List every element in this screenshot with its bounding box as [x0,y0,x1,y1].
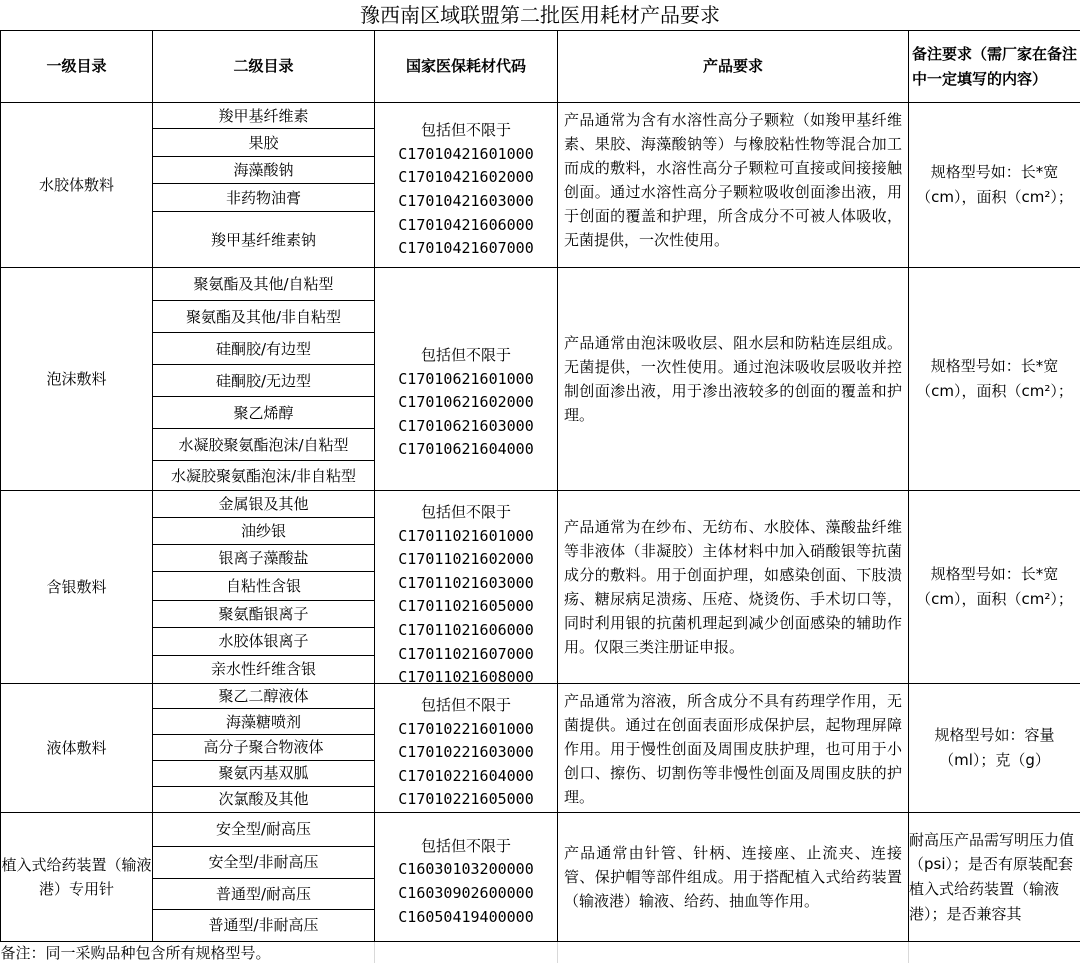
document-title: 豫西南区域联盟第二批医用耗材产品要求 [360,3,720,27]
code-cell [375,812,558,941]
code-prefix: 包括但不限于 [420,346,511,365]
note-cell [909,268,1080,491]
code-value: C17010421603000 [398,192,534,210]
header-level2: 二级目录 [153,31,375,103]
footnote: 备注：同一采购品种包含所有规格型号。 [1,941,375,963]
table-row [1,684,1080,709]
header-row [1,31,1080,103]
code-prefix: 包括但不限于 [420,836,511,855]
code-cell [375,491,558,684]
footnote-row [1,941,1080,963]
code-prefix: 包括但不限于 [420,121,511,140]
level2-item: 羧甲基纤维素 [153,103,375,129]
requirements-table [0,30,1080,963]
level2-item: 亲水性纤维含银 [153,655,375,683]
requirement-text: 产品通常由泡沫吸收层、阻水层和防粘连层组成。无菌提供，一次性使用。通过泡沫吸收层吸收并控制创面渗出液，用于渗出液较多的创面的覆盖和护理。 [564,334,902,424]
requirement-text: 产品通常为溶液，所含成分不具有药理学作用，无菌提供。通过在创面表面形成保护层，起物理屏障作用。用于慢性创面及周围皮肤护理，也可用于小创口、擦伤、切割伤等非慢性创面及周围皮肤的护理。 [564,692,902,806]
level2-item: 安全型/耐高压 [153,812,375,846]
level2-item: 油纱银 [153,518,375,545]
header-note: 备注要求（需厂家在备注中一定填写的内容） [909,31,1080,103]
code-value: C16030103200000 [398,860,534,879]
level2-item: 海藻糖喷剂 [153,709,375,735]
code-value: C17011021603000 [398,573,534,592]
requirement-cell [558,812,909,941]
level2-item: 银离子藻酸盐 [153,545,375,572]
code-value: C17011021606000 [398,620,534,639]
level1-category: 液体敷料 [1,684,153,813]
requirement-cell [558,103,909,268]
level2-item: 次氯酸及其他 [153,786,375,812]
requirement-cell [558,684,909,813]
level2-item: 聚乙烯醇 [153,397,375,429]
header-level1: 一级目录 [1,31,153,103]
code-prefix: 包括但不限于 [420,696,511,714]
note-text: 规格型号如：长*宽（cm），面积（cm²）； [916,357,1073,400]
note-text: 规格型号如：容量（ml）；克（g） [934,726,1055,769]
note-cell [909,812,1080,941]
code-value: C17010221601000 [398,719,534,738]
level2-item: 普通型/耐高压 [153,878,375,909]
level2-item: 金属银及其他 [153,491,375,518]
level2-item: 聚氨酯及其他/非自粘型 [153,301,375,333]
table-row [1,103,1080,129]
code-value: C16030902600000 [398,883,534,902]
level2-item: 高分子聚合物液体 [153,735,375,760]
code-value: C17011021605000 [398,597,534,616]
header-requirement: 产品要求 [558,31,909,103]
level1-category: 含银敷料 [1,491,153,684]
code-value: C17010221605000 [398,790,534,809]
code-value: C17010421606000 [398,215,534,234]
level2-item: 果胶 [153,129,375,157]
level2-item: 聚氨丙基双胍 [153,760,375,786]
level2-item: 聚氨酯及其他/自粘型 [153,268,375,301]
code-value: C17010421607000 [398,239,534,258]
code-value: C16050419400000 [398,907,534,926]
code-value: C17011021607000 [398,644,534,663]
code-cell [375,268,558,491]
header-code: 国家医保耗材代码 [375,31,558,103]
table-row [1,491,1080,518]
table-row [1,268,1080,301]
level2-item: 硅酮胶/有边型 [153,333,375,365]
table-row [1,812,1080,846]
level2-item: 硅酮胶/无边型 [153,365,375,397]
level2-item: 水凝胶聚氨酯泡沫/自粘型 [153,429,375,461]
code-cell [375,103,558,268]
note-text: 规格型号如：长*宽（cm），面积（cm²）； [916,565,1073,608]
requirement-cell [558,268,909,491]
code-value: C17010421601000 [398,144,534,163]
code-prefix: 包括但不限于 [420,503,511,521]
requirement-text: 产品通常为在纱布、无纺布、水胶体、藻酸盐纤维等非液体（非凝胶）主体材料中加入硝酸银等抗菌成分的敷料。用于创面护理，如感染创面、下肢溃疡、糖尿病足溃疡、压疮、烧烫伤、手术切口等，同时利用银的抗菌机理起到减少创面感染的辅助作用。仅限三类注册证申报。 [564,518,902,656]
level2-item: 聚乙二醇液体 [153,684,375,709]
level2-item: 水胶体银离子 [153,627,375,655]
level2-item: 普通型/非耐高压 [153,909,375,941]
code-value: C17010621602000 [398,393,534,412]
code-value: C17011021601000 [398,526,534,545]
requirement-text: 产品通常由针管、针柄、连接座、止流夹、连接管、保护帽等部件组成。用于搭配植入式给药装置（输液港）输液、给药、抽血等作用。 [564,843,902,910]
level2-item: 聚氨酯银离子 [153,600,375,627]
code-value: C17011021602000 [398,550,534,569]
note-cell [909,684,1080,813]
code-value: C17010421602000 [398,168,534,187]
level1-category: 植入式给药装置（输液港）专用针 [1,812,153,941]
code-value: C17010221603000 [398,743,534,762]
level2-item: 水凝胶聚氨酯泡沫/非自粘型 [153,461,375,491]
requirement-text: 产品通常为含有水溶性高分子颗粒（如羧甲基纤维素、果胶、海藻酸钠等）与橡胶粘性物等混合加工而成的敷料，水溶性高分子颗粒可直接或间接接触创面。通过水溶性高分子颗粒吸收创面渗出液，用于创面的覆盖和护理，所含成分不可被人体吸收，无菌提供，一次性使用。 [564,111,902,249]
code-cell [375,684,558,813]
code-value: C17010621604000 [398,440,534,459]
note-cell [909,103,1080,268]
note-text: 规格型号如：长*宽（cm），面积（cm²）； [916,163,1073,206]
code-value: C17011021608000 [398,668,534,683]
level2-item: 非药物油膏 [153,184,375,212]
requirement-cell [558,491,909,684]
level2-item: 羧甲基纤维素钠 [153,212,375,268]
note-cell [909,491,1080,684]
level2-item: 安全型/非耐高压 [153,846,375,878]
level1-category: 水胶体敷料 [1,103,153,268]
code-value: C17010621603000 [398,416,534,435]
level1-category: 泡沫敷料 [1,268,153,491]
level2-item: 海藻酸钠 [153,157,375,184]
groups-body [1,103,1080,942]
code-value: C17010221604000 [398,766,534,785]
code-value: C17010621601000 [398,369,534,388]
level2-item: 自粘性含银 [153,572,375,600]
note-text: 耐高压产品需写明压力值（psi）；是否有原装配套植入式给药装置（输液港）；是否兼容其 [909,830,1075,923]
